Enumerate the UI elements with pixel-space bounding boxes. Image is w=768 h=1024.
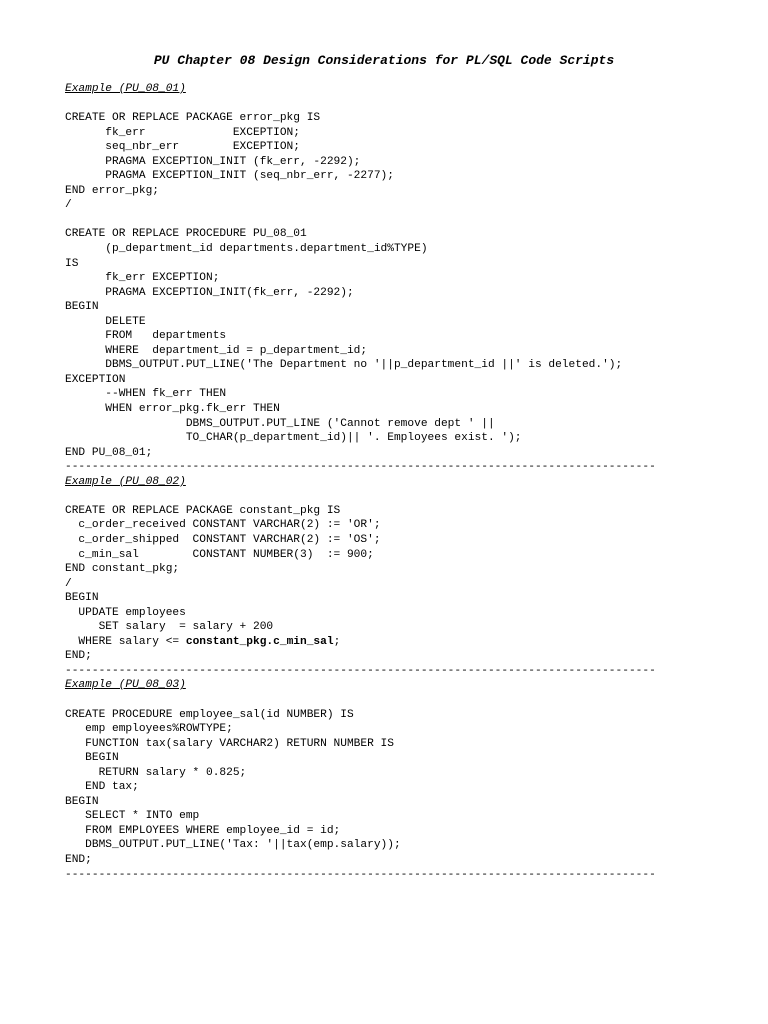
code-line: FROM EMPLOYEES WHERE employee_id = id; — [65, 824, 341, 837]
code-line: SELECT * INTO emp — [65, 810, 200, 823]
code-line: DBMS_OUTPUT.PUT_LINE('The Department no '||p_department_id ||' is deleted.'); — [65, 359, 623, 372]
code-line: END; — [65, 853, 92, 866]
code-line: WHEN error_pkg.fk_err THEN — [65, 403, 280, 416]
code-line: fk_err EXCEPTION; — [65, 272, 220, 285]
code-line: TO_CHAR(p_department_id)|| '. Employees exist. '); — [65, 432, 522, 445]
code-line: fk_err EXCEPTION; — [65, 126, 300, 139]
code-line: PRAGMA EXCEPTION_INIT (seq_nbr_err, -2277); — [65, 170, 394, 183]
code-line: c_order_received CONSTANT VARCHAR(2) := 'OR'; — [65, 519, 381, 532]
code-line: emp employees%ROWTYPE; — [65, 723, 233, 736]
code-line: CREATE OR REPLACE PACKAGE error_pkg IS — [65, 112, 321, 125]
code-line: WHERE department_id = p_department_id; — [65, 344, 368, 357]
code-line: (p_department_id departments.department_id%TYPE) — [65, 243, 428, 256]
code-bold-text: constant_pkg.c_min_sal — [185, 635, 334, 648]
blank-line — [65, 693, 745, 708]
code-line: seq_nbr_err EXCEPTION; — [65, 141, 300, 154]
code-line: IS — [65, 257, 79, 270]
example-heading: Example (PU_08_02) — [65, 475, 186, 488]
code-line: --WHEN fk_err THEN — [65, 388, 227, 401]
code-line — [65, 635, 745, 650]
code-line: BEGIN — [65, 752, 119, 765]
code-line: CREATE PROCEDURE employee_sal(id NUMBER) IS — [65, 708, 354, 721]
code-line: RETURN salary * 0.825; — [65, 766, 247, 779]
code-line: BEGIN — [65, 301, 99, 314]
code-line: / — [65, 577, 72, 590]
code-line: DELETE — [65, 315, 146, 328]
code-line: c_min_sal CONSTANT NUMBER(3) := 900; — [65, 548, 374, 561]
code-line: CREATE OR REPLACE PACKAGE constant_pkg IS — [65, 504, 341, 517]
section-separator: ---------------------------------------------------------------------------------------- — [65, 868, 656, 881]
code-line: END PU_08_01; — [65, 446, 153, 459]
code-line: PRAGMA EXCEPTION_INIT(fk_err, -2292); — [65, 286, 354, 299]
code-text: ; — [333, 635, 341, 648]
code-line: PRAGMA EXCEPTION_INIT (fk_err, -2292); — [65, 155, 361, 168]
code-line: UPDATE employees — [65, 606, 186, 619]
page-title: PU Chapter 08 Design Considerations for PL/SQL Code Scripts — [153, 53, 615, 68]
code-line: CREATE OR REPLACE PROCEDURE PU_08_01 — [65, 228, 307, 241]
example-heading: Example (PU_08_03) — [65, 679, 186, 692]
example-heading: Example (PU_08_01) — [65, 83, 186, 95]
code-line: BEGIN — [65, 795, 99, 808]
code-line: FUNCTION tax(salary VARCHAR2) RETURN NUMBER IS — [65, 737, 394, 750]
code-line: BEGIN — [65, 592, 99, 605]
code-line: SET salary = salary + 200 — [65, 621, 274, 634]
code-line: END tax; — [65, 781, 139, 794]
code-line: END; — [65, 650, 92, 663]
blank-line — [65, 213, 745, 228]
code-line: END error_pkg; — [65, 184, 159, 197]
code-line: DBMS_OUTPUT.PUT_LINE ('Cannot remove dept ' || — [65, 417, 495, 430]
code-line: c_order_shipped CONSTANT VARCHAR(2) := 'OS'; — [65, 533, 381, 546]
code-line: DBMS_OUTPUT.PUT_LINE('Tax: '||tax(emp.salary)); — [65, 839, 401, 852]
code-line: FROM departments — [65, 330, 227, 343]
code-line: END constant_pkg; — [65, 563, 180, 576]
code-line: EXCEPTION — [65, 373, 126, 386]
section-separator: ---------------------------------------------------------------------------------------- — [65, 664, 656, 677]
blank-line — [65, 97, 745, 112]
code-listing — [65, 82, 745, 882]
code-text: WHERE salary <= — [65, 635, 186, 648]
section-separator: ---------------------------------------------------------------------------------------- — [65, 461, 656, 474]
blank-line — [65, 489, 745, 504]
code-line: / — [65, 199, 72, 212]
